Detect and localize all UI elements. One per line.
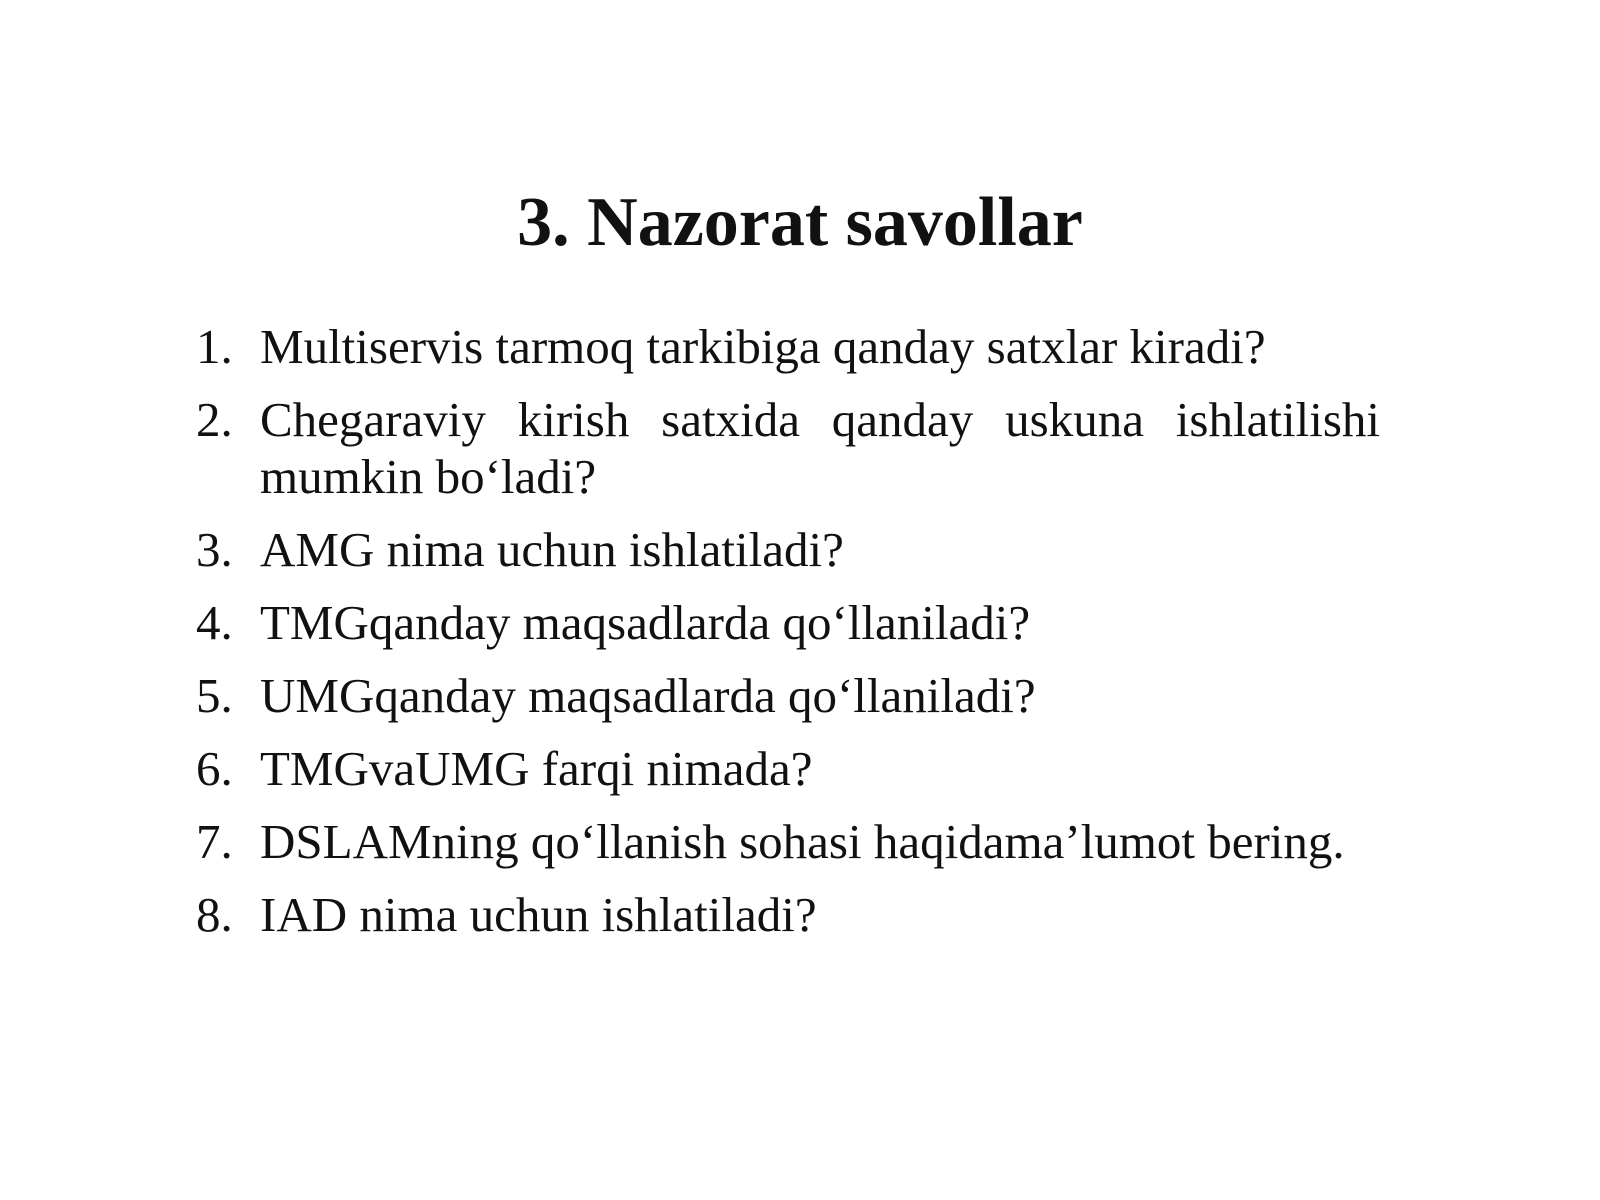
list-item-text: UMGqanday maqsadlarda qo‘llaniladi? [260,668,1036,723]
list-item-text: AMG nima uchun ishlatiladi? [260,522,844,577]
list-item [196,667,1380,724]
list-item-text: Chegaraviy kirish satxida qanday uskuna ishlatilishi mumkin bo‘ladi? [260,392,1380,504]
list-item-number: 5. [196,668,233,723]
questions-list [196,318,1380,959]
list-item-number: 4. [196,595,233,650]
list-item-text: IAD nima uchun ishlatiladi? [260,887,817,942]
list-item [196,391,1380,505]
list-item-text: TMGvaUMG farqi nimada? [260,741,813,796]
list-item-number: 2. [196,392,233,447]
list-item-text: TMGqanday maqsadlarda qo‘llaniladi? [260,595,1031,650]
list-item [196,813,1380,870]
list-item-number: 7. [196,814,233,869]
slide-title: 3. Nazorat savollar [517,184,1083,261]
list-item [196,886,1380,943]
list-item-number: 3. [196,522,233,577]
list-item-number: 8. [196,887,233,942]
list-item [196,318,1380,375]
list-item-text: Multiservis tarmoq tarkibiga qanday satxlar kiradi? [260,319,1266,374]
list-item-number: 6. [196,741,233,796]
list-item [196,521,1380,578]
list-item-number: 1. [196,319,233,374]
list-item-text: DSLAMning qo‘llanish sohasi haqidama’lumot bering. [260,814,1345,869]
list-item [196,594,1380,651]
list-item [196,740,1380,797]
